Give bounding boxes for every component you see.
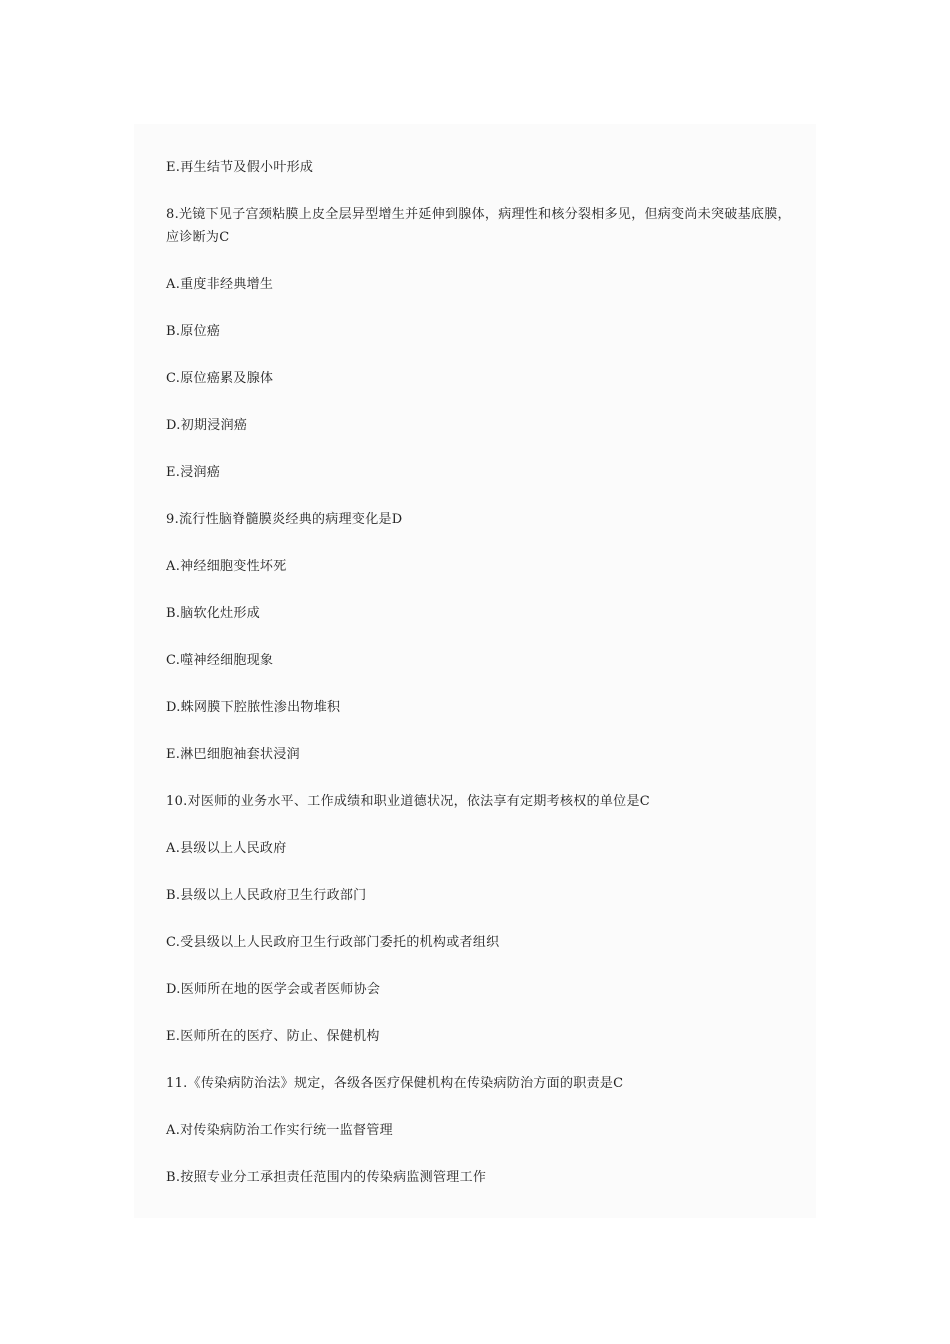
option-8-c: C.原位癌累及腺体 [166,371,274,386]
document-page [134,124,816,1218]
question-10: 10.对医师的业务水平、工作成绩和职业道德状况，依法享有定期考核权的单位是C [166,794,651,809]
option-11-b: B.按照专业分工承担责任范围内的传染病监测管理工作 [166,1170,487,1185]
question-8: 8.光镜下见子宫颈粘膜上皮全层异型增生并延伸到腺体，病理性和核分裂相多见，但病变尚未突破基底膜，应诊断为C [166,207,791,245]
option-9-e2: E.淋巴细胞袖套状浸润 [166,747,300,762]
question-9: 9.流行性脑脊髓膜炎经典的病理变化是D [166,512,403,527]
option-9-c: C.噬神经细胞现象 [166,653,274,668]
question-11: 11.《传染病防治法》规定，各级各医疗保健机构在传染病防治方面的职责是C [166,1076,624,1091]
option-8-b: B.原位癌 [166,324,221,339]
option-9-d: D.蛛网膜下腔脓性渗出物堆积 [166,700,341,715]
option-9-a: A.神经细胞变性坏死 [166,559,287,574]
option-10-c: C.受县级以上人民政府卫生行政部门委托的机构或者组织 [166,935,500,950]
option-8-d: D.初期浸润癌 [166,418,248,433]
option-10-d: D.医师所在地的医学会或者医师协会 [166,982,381,997]
option-9-b: B.脑软化灶形成 [166,606,261,621]
option-10-e: E.医师所在的医疗、防止、保健机构 [166,1029,380,1044]
option-8-a: A.重度非经典增生 [166,277,274,292]
option-10-b: B.县级以上人民政府卫生行政部门 [166,888,367,903]
option-10-a: A.县级以上人民政府 [166,841,287,856]
option-9-e: E.再生结节及假小叶形成 [166,160,314,175]
option-8-e: E.浸润癌 [166,465,221,480]
option-11-a: A.对传染病防治工作实行统一监督管理 [166,1123,393,1138]
